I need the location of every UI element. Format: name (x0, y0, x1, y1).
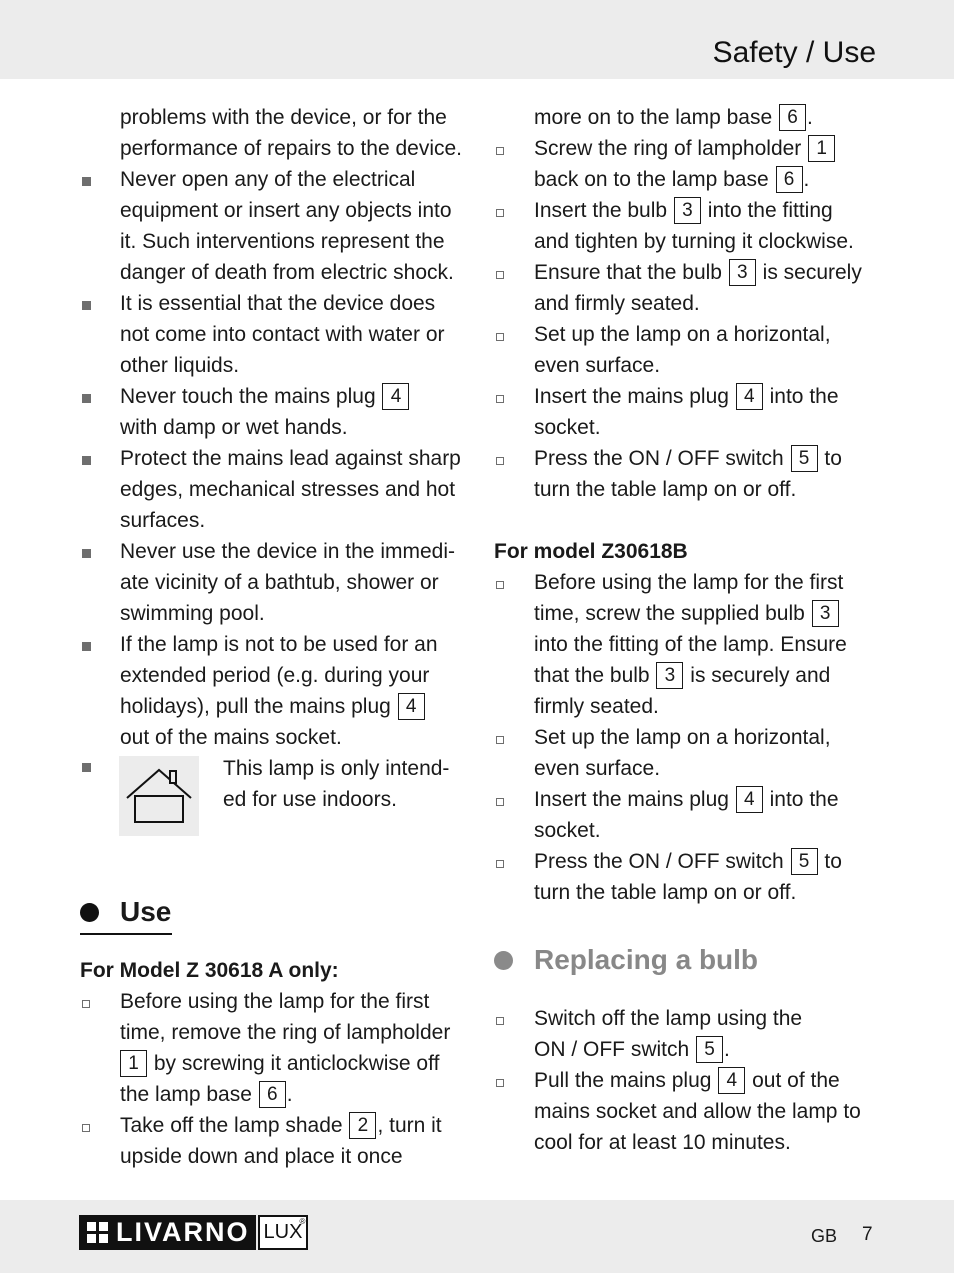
spacer (494, 908, 879, 941)
text-line (534, 133, 879, 164)
brand-name: LIVARNO (116, 1217, 250, 1247)
list-item (494, 722, 879, 784)
text-line: even surface. (534, 757, 661, 780)
text-line: it. Such interventions represent the (120, 230, 445, 253)
text-line: with damp or wet hands. (120, 416, 348, 439)
subheading-model-b: For model Z30618B (494, 540, 688, 563)
spacer (494, 505, 879, 536)
text-line: equipment or insert any objects into (120, 199, 452, 222)
text-span: . (803, 168, 810, 191)
page-header (0, 0, 954, 79)
checkbox-bullet-icon (496, 860, 504, 868)
text-span: is securely (762, 261, 862, 284)
text-span: Screw the ring of lampholder (534, 137, 802, 160)
checkbox-bullet-icon (496, 333, 504, 341)
text-line: swimming pool. (120, 602, 265, 625)
text-line (534, 1034, 879, 1065)
text-line (534, 660, 879, 691)
list-item (494, 567, 879, 722)
list-item (494, 443, 879, 505)
list-item (80, 1110, 465, 1172)
text-line: and firmly seated. (534, 292, 700, 315)
square-bullet-icon (82, 763, 91, 772)
text-line (534, 257, 879, 288)
section-heading-replacing-bulb (494, 941, 879, 979)
logo-suffix (258, 1215, 309, 1250)
part-reference: 1 (808, 135, 835, 162)
page-number: 7 (862, 1224, 873, 1245)
part-reference: 3 (656, 662, 683, 689)
page-footer (0, 1200, 954, 1273)
text-span: Press the ON / OFF switch (534, 850, 784, 873)
text-line: Never open any of the electrical (120, 168, 416, 191)
text-line (534, 1065, 879, 1096)
checkbox-bullet-icon (82, 1124, 90, 1132)
text-line: problems with the device, or for the (120, 106, 447, 129)
checkbox-bullet-icon (496, 271, 504, 279)
list-item (494, 784, 879, 846)
list-item (494, 1065, 879, 1158)
brand-logo (79, 1215, 308, 1250)
checkbox-bullet-icon (496, 798, 504, 806)
text-span: holidays), pull the mains plug (120, 695, 391, 718)
text-line: into the fitting of the lamp. Ensure (534, 633, 847, 656)
registered-mark: ® (299, 1217, 306, 1226)
text-span: ON / OFF switch (534, 1038, 690, 1061)
text-line (534, 598, 879, 629)
part-reference: 4 (382, 383, 409, 410)
list-item (80, 288, 465, 381)
list-item (494, 319, 879, 381)
part-reference: 3 (729, 259, 756, 286)
text-line: other liquids. (120, 354, 240, 377)
list-item (80, 102, 465, 164)
text-span: Press the ON / OFF switch (534, 447, 784, 470)
part-reference: 2 (349, 1112, 376, 1139)
text-span: Insert the mains plug (534, 788, 729, 811)
text-line (120, 691, 465, 722)
text-span: into the (769, 788, 839, 811)
heading-underline (80, 933, 172, 935)
list-item (80, 443, 465, 536)
text-span: back on to the lamp base (534, 168, 769, 191)
spacer (80, 835, 465, 893)
text-line: ate vicinity of a bathtub, shower or (120, 571, 439, 594)
part-reference: 6 (259, 1081, 286, 1108)
list-item (494, 381, 879, 443)
checkbox-bullet-icon (496, 736, 504, 744)
text-span: Insert the bulb (534, 199, 668, 222)
text-line: and tighten by turning it clockwise. (534, 230, 854, 253)
text-line: If the lamp is not to be used for an (120, 633, 438, 656)
text-line: It is essential that the device does (120, 292, 436, 315)
text-span: the lamp base (120, 1083, 252, 1106)
brand-suffix: LUX (263, 1221, 303, 1243)
right-column (494, 102, 879, 1158)
text-line: socket. (534, 416, 601, 439)
text-line (534, 381, 879, 412)
part-reference: 4 (736, 786, 763, 813)
list-item (80, 536, 465, 629)
text-line: Switch off the lamp using the (534, 1007, 803, 1030)
text-line (120, 1110, 465, 1141)
text-span: into the (769, 385, 839, 408)
text-line (120, 1079, 465, 1110)
checkbox-bullet-icon (496, 395, 504, 403)
list-item (80, 381, 465, 443)
text-line: not come into contact with water or (120, 323, 445, 346)
text-span: Ensure that the bulb (534, 261, 722, 284)
text-line: upside down and place it once (120, 1145, 403, 1168)
checkbox-bullet-icon (496, 147, 504, 155)
heading-text: Use (120, 896, 172, 927)
section-bullet-icon (80, 903, 99, 922)
text-span: to (824, 447, 842, 470)
square-bullet-icon (82, 177, 91, 186)
text-span: that the bulb (534, 664, 650, 687)
house-icon (119, 756, 199, 836)
text-span: more on to the lamp base (534, 106, 773, 129)
part-reference: 5 (791, 848, 818, 875)
text-line: even surface. (534, 354, 661, 377)
text-span: . (724, 1038, 730, 1061)
text-line: ed for use indoors. (223, 788, 397, 811)
text-line: turn the table lamp on or off. (534, 881, 797, 904)
list-item (494, 846, 879, 908)
part-reference: 3 (812, 600, 839, 627)
text-span: is securely and (690, 664, 831, 687)
section-heading-use (80, 893, 465, 931)
text-line: surfaces. (120, 509, 206, 532)
spacer (494, 979, 879, 1003)
text-line: Before using the lamp for the first (534, 571, 844, 594)
text-line: This lamp is only intend- (223, 757, 450, 780)
left-column (80, 102, 465, 1172)
list-item (80, 986, 465, 1110)
list-item (80, 164, 465, 288)
text-span: . (806, 106, 813, 129)
text-span: Take off the lamp shade (120, 1114, 343, 1137)
text-line (534, 164, 879, 195)
text-line: Set up the lamp on a horizontal, (534, 323, 831, 346)
text-span: Pull the mains plug (534, 1069, 712, 1092)
part-reference: 6 (776, 166, 803, 193)
list-item (494, 257, 879, 319)
text-line: extended period (e.g. during your (120, 664, 430, 687)
text-line: danger of death from electric shock. (120, 261, 454, 284)
text-line: out of the mains socket. (120, 726, 342, 749)
checkbox-bullet-icon (496, 1017, 504, 1025)
square-bullet-icon (82, 456, 91, 465)
part-reference: 4 (718, 1067, 745, 1094)
part-reference: 6 (779, 104, 806, 131)
language-code: GB (811, 1226, 838, 1246)
part-reference: 4 (736, 383, 763, 410)
list-item (80, 629, 465, 753)
part-reference: 5 (791, 445, 818, 472)
text-line (534, 102, 879, 133)
text-line: cool for at least 10 minutes. (534, 1131, 791, 1154)
text-line (534, 846, 879, 877)
section-bullet-icon (494, 951, 513, 970)
text-span: out of the (752, 1069, 840, 1092)
list-item (494, 133, 879, 195)
text-span: . (286, 1083, 293, 1106)
checkbox-bullet-icon (496, 1079, 504, 1087)
checkbox-bullet-icon (82, 1000, 90, 1008)
text-span: , turn it (377, 1114, 442, 1137)
text-span: by screwing it anticlockwise off (153, 1052, 440, 1075)
square-bullet-icon (82, 642, 91, 651)
text-line (120, 381, 465, 412)
page-title: Safety / Use (712, 36, 876, 69)
text-line: Set up the lamp on a horizontal, (534, 726, 831, 749)
text-line: socket. (534, 819, 601, 842)
text-line (120, 1048, 465, 1079)
indoor-use-note (80, 753, 465, 835)
text-span: into the fitting (707, 199, 833, 222)
checkbox-bullet-icon (496, 209, 504, 217)
square-bullet-icon (82, 549, 91, 558)
part-reference: 5 (696, 1036, 723, 1063)
square-bullet-icon (82, 394, 91, 403)
square-bullet-icon (82, 301, 91, 310)
text-line: firmly seated. (534, 695, 659, 718)
logo-mark-icon (87, 1222, 108, 1243)
text-line: Never use the device in the immedi- (120, 540, 455, 563)
part-reference: 3 (674, 197, 701, 224)
heading-text: Replacing a bulb (534, 944, 759, 975)
text-line (534, 443, 879, 474)
text-line: edges, mechanical stresses and hot (120, 478, 456, 501)
checkbox-bullet-icon (496, 457, 504, 465)
text-line: Before using the lamp for the first (120, 990, 430, 1013)
list-item (494, 195, 879, 257)
text-line: performance of repairs to the device. (120, 137, 463, 160)
text-line: turn the table lamp on or off. (534, 478, 797, 501)
list-item (494, 102, 879, 133)
checkbox-bullet-icon (496, 581, 504, 589)
text-line: Protect the mains lead against sharp (120, 447, 461, 470)
text-span: time, screw the supplied bulb (534, 602, 805, 625)
text-span: Never touch the mains plug (120, 385, 376, 408)
indoor-text (223, 753, 449, 815)
text-line (534, 195, 879, 226)
subheading-model-a: For Model Z 30618 A only: (80, 959, 339, 982)
text-span: to (824, 850, 842, 873)
text-line: mains socket and allow the lamp to (534, 1100, 861, 1123)
text-line (534, 784, 879, 815)
text-line: time, remove the ring of lampholder (120, 1021, 451, 1044)
list-item (494, 1003, 879, 1065)
logo-main (79, 1215, 256, 1250)
text-span: Insert the mains plug (534, 385, 729, 408)
part-reference: 1 (120, 1050, 147, 1077)
part-reference: 4 (398, 693, 425, 720)
